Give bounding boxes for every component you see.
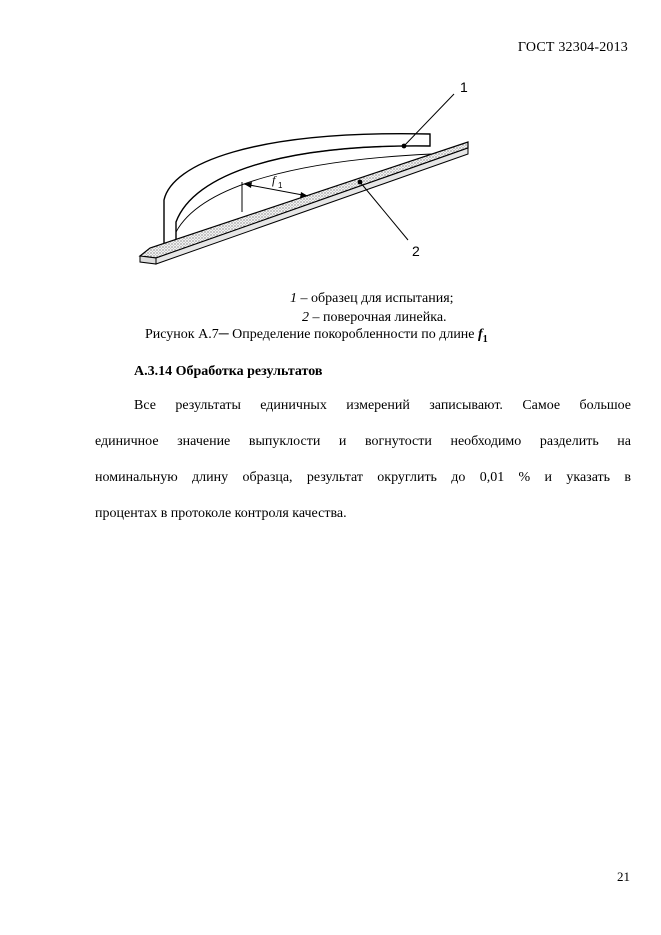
dimension-label: f	[272, 173, 276, 187]
callout-2: 2	[412, 243, 420, 259]
caption-symbol-letter: f	[478, 327, 483, 342]
paragraph-line-4: процентах в протоколе контроля качества.	[95, 506, 347, 521]
leader-2-dot	[358, 180, 363, 185]
legend-item-1	[290, 291, 454, 307]
dimension-arrow	[244, 184, 308, 196]
caption-symbol	[478, 327, 488, 345]
figure-warp-measurement	[132, 72, 484, 272]
paragraph-line-2: единичное значение выпуклости и вогнутости необходимо разделить на	[95, 434, 631, 449]
legend-item-2	[302, 310, 447, 326]
callout-1: 1	[460, 79, 468, 95]
legend-item-2-text: – поверочная линейка.	[309, 310, 447, 325]
dimension-subscript: 1	[278, 181, 283, 190]
ruler-front	[140, 256, 156, 264]
legend-item-1-number: 1	[290, 291, 297, 306]
legend-item-2-number: 2	[302, 310, 309, 325]
paragraph-line-1: Все результаты единичных измерений записывают. Самое большое	[134, 398, 631, 413]
legend-item-1-text: – образец для испытания;	[297, 291, 454, 306]
leader-1-dot	[402, 144, 407, 149]
page-number: 21	[617, 869, 630, 884]
caption-text: Рисунок А.7─ Определение покоробленности по длине	[145, 327, 479, 342]
document-header: ГОСТ 32304-2013	[517, 40, 628, 55]
section-title: А.3.14 Обработка результатов	[134, 364, 323, 379]
leader-2	[360, 182, 408, 240]
caption-symbol-subscript: 1	[482, 333, 488, 345]
figure-drawing	[132, 72, 484, 272]
paragraph-line-3: номинальную длину образца, результат округлить до 0,01 % и указать в	[95, 470, 631, 485]
figure-caption	[145, 327, 488, 345]
